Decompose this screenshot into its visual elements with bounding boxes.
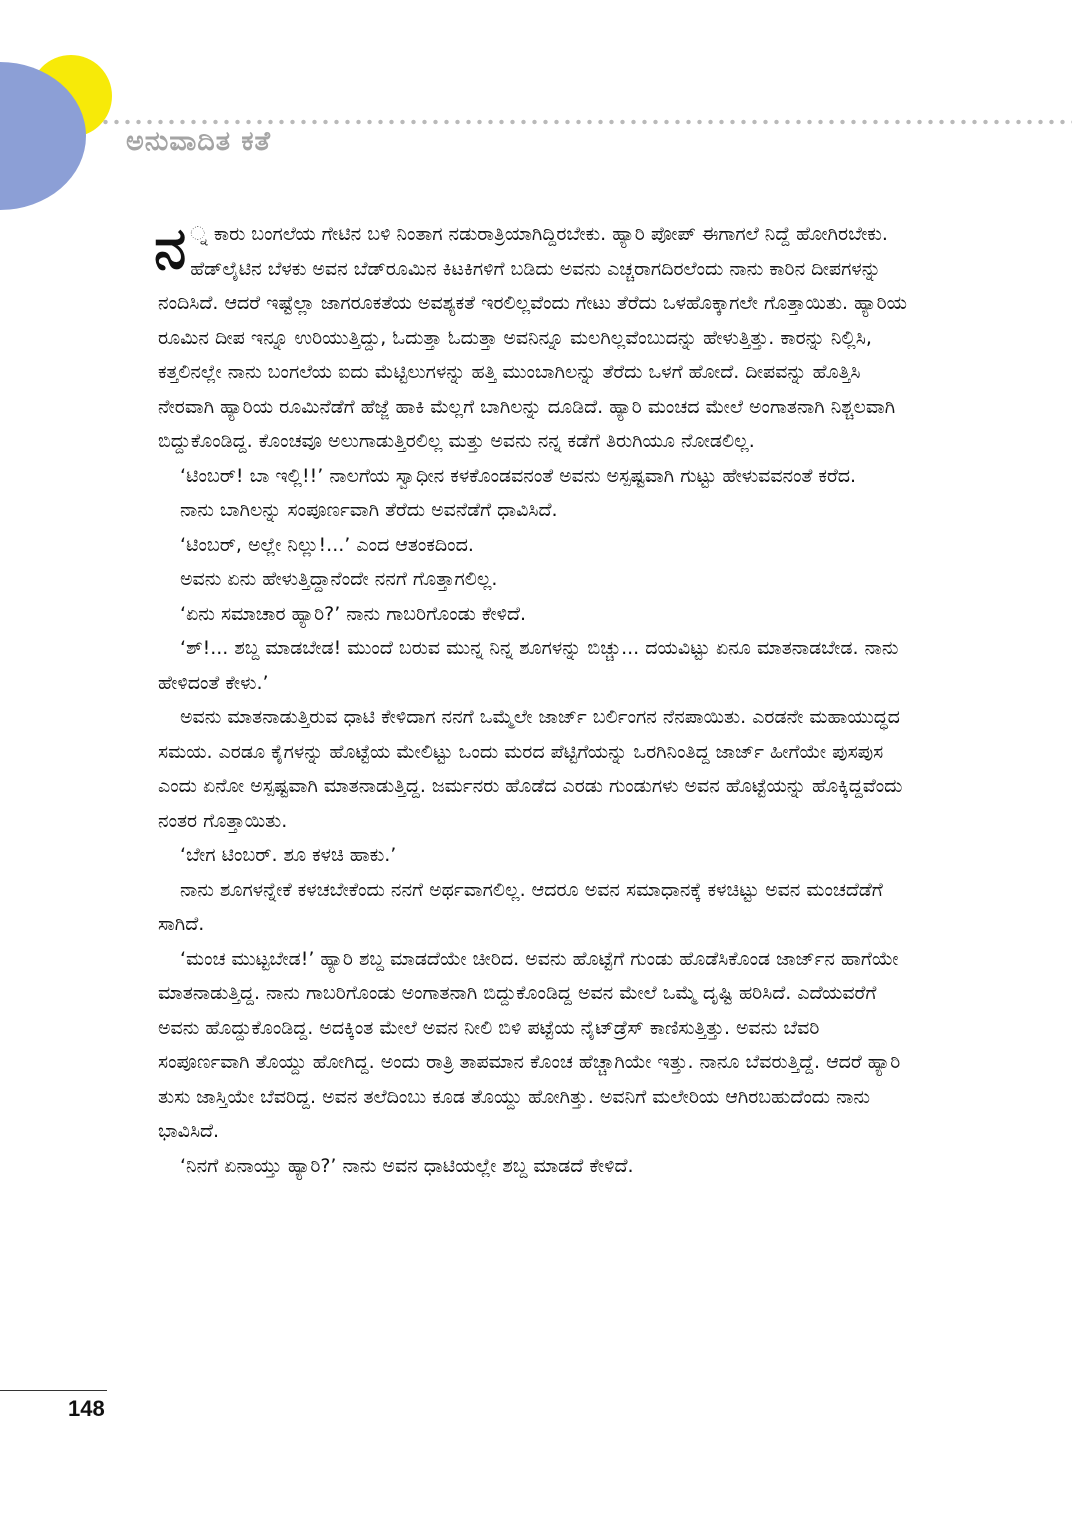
story-paragraph-3: ನಾನು ಬಾಗಿಲನ್ನು ಸಂಪೂರ್ಣವಾಗಿ ತೆರೆದು ಅವನೆಡೆಗೆ ಧಾವಿಸಿದೆ. (180, 499, 558, 521)
story-paragraph-7: ‘ಶ್!... ಶಬ್ದ ಮಾಡಬೇಡ! ಮುಂದೆ ಬರುವ ಮುನ್ನ ನಿನ್ನ ಶೂಗಳನ್ನು ಬಿಚ್ಚು... ದಯವಿಟ್ಟು ಏನೂ ಮಾತನಾಡಬೇಡ. ನಾನು ಹೇಳಿದಂತೆ ಕೇಳು.’ (158, 637, 899, 694)
story-paragraph-1-text: ್ನ ಕಾರು ಬಂಗಲೆಯ ಗೇಟಿನ ಬಳಿ ನಿಂತಾಗ ನಡುರಾತ್ರಿಯಾಗಿದ್ದಿರಬೇಕು. ಹ್ಯಾರಿ ಪೋಪ್ ಈಗಾಗಲೆ ನಿದ್ದೆ ಹೋಗಿರಬೇಕು. ಹೆಡ್‌ಲೈಟಿನ ಬೆಳಕು ಅವನ ಬೆಡ್‌ರೂಮಿನ ಕಿಟಕಿಗಳಿಗೆ ಬಡಿದು ಅವನು ಎಚ್ಚರಾಗದಿರಲೆಂದು ನಾನು ಕಾರಿನ ದೀಪಗಳನ್ನು ನಂದಿಸಿದೆ. ಆದರೆ ಇಷ್ಟೆಲ್ಲಾ ಜಾಗರೂಕತೆಯ ಅವಶ್ಯಕತೆ ಇರಲಿಲ್ಲವೆಂದು ಗೇಟು ತೆರೆದು ಒಳಹೊಕ್ಕಾಗಲೇ ಗೊತ್ತಾಯಿತು. ಹ್ಯಾರಿಯ ರೂಮಿನ ದೀಪ ಇನ್ನೂ ಉರಿಯುತ್ತಿದ್ದು, ಓದುತ್ತಾ ಓದುತ್ತಾ ಅವನಿನ್ನೂ ಮಲಗಿಲ್ಲವೆಂಬುದನ್ನು ಹೇಳುತ್ತಿತ್ತು. ಕಾರನ್ನು ನಿಲ್ಲಿಸಿ, ಕತ್ತಲಿನಲ್ಲೇ ನಾನು ಬಂಗಲೆಯ ಐದು ಮೆಟ್ಟಿಲುಗಳನ್ನು ಹತ್ತಿ ಮುಂಬಾಗಿಲನ್ನು ತೆರೆದು ಒಳಗೆ ಹೋದೆ. ದೀಪವನ್ನು ಹೊತ್ತಿಸಿ ನೇರವಾಗಿ ಹ್ಯಾರಿಯ ರೂಮಿನೆಡೆಗೆ ಹೆಜ್ಜೆ ಹಾಕಿ ಮೆಲ್ಲಗೆ ಬಾಗಿಲನ್ನು ದೂಡಿದೆ. ಹ್ಯಾರಿ ಮಂಚದ ಮೇಲೆ ಅಂಗಾತನಾಗಿ ನಿಶ್ಚಲವಾಗಿ ಬಿದ್ದುಕೊಂಡಿದ್ದ. ಕೊಂಚವೂ ಅಲುಗಾಡುತ್ತಿರಲಿಲ್ಲ ಮತ್ತು ಅವನು ನನ್ನ ಕಡೆಗೆ ತಿರುಗಿಯೂ ನೋಡಲಿಲ್ಲ. (158, 223, 907, 452)
story-body (154, 214, 910, 1183)
dotted-header-rule (100, 119, 1072, 125)
page-number-rule (0, 1390, 107, 1391)
story-paragraph-2: ‘ಟಿಂಬರ್! ಬಾ ಇಲ್ಲಿ!!’ ನಾಲಗೆಯ ಸ್ವಾಧೀನ ಕಳಕೊಂಡವನಂತೆ ಅವನು ಅಸ್ಪಷ್ಟವಾಗಿ ಗುಟ್ಟು ಹೇಳುವವನಂತೆ ಕರೆದ. (180, 464, 857, 487)
story-paragraph-4: ‘ಟಿಂಬರ್, ಅಲ್ಲೇ ನಿಲ್ಲು!...’ ಎಂದ ಆತಂಕದಿಂದ. (180, 533, 474, 556)
story-paragraph-9: ‘ಬೇಗ ಟಿಂಬರ್. ಶೂ ಕಳಚಿ ಹಾಕು.’ (180, 844, 397, 866)
drop-cap: ನ (154, 214, 187, 282)
story-paragraph-1 (154, 214, 910, 459)
story-paragraph-11: ‘ಮಂಚ ಮುಟ್ಟಬೇಡ!’ ಹ್ಯಾರಿ ಶಬ್ದ ಮಾಡದೆಯೇ ಚೀರಿದ. ಅವನು ಹೊಟ್ಟೆಗೆ ಗುಂಡು ಹೊಡೆಸಿಕೊಂಡ ಜಾರ್ಜ್‌ನ ಹಾಗೆಯೇ ಮಾತನಾಡುತ್ತಿದ್ದ. ನಾನು ಗಾಬರಿಗೊಂಡು ಅಂಗಾತನಾಗಿ ಬಿದ್ದುಕೊಂಡಿದ್ದ ಅವನ ಮೇಲೆ ಒಮ್ಮೆ ದೃಷ್ಟಿ ಹರಿಸಿದೆ. ಎದೆಯವರೆಗೆ ಅವನು ಹೊದ್ದುಕೊಂಡಿದ್ದ. ಅದಕ್ಕಿಂತ ಮೇಲೆ ಅವನ ನೀಲಿ ಬಿಳಿ ಪಟ್ಟೆಯ ನೈಟ್‌ಡ್ರೆಸ್ ಕಾಣಿಸುತ್ತಿತ್ತು. ಅವನು ಬೆವರಿ ಸಂಪೂರ್ಣವಾಗಿ ತೊಯ್ದು ಹೋಗಿದ್ದ. ಅಂದು ರಾತ್ರಿ ತಾಪಮಾನ ಕೊಂಚ ಹೆಚ್ಚಾಗಿಯೇ ಇತ್ತು. ನಾನೂ ಬೆವರುತ್ತಿದ್ದೆ. ಆದರೆ ಹ್ಯಾರಿ ತುಸು ಜಾಸ್ತಿಯೇ ಬೆವರಿದ್ದ. ಅವನ ತಲೆದಿಂಬು ಕೂಡ ತೊಯ್ದು ಹೋಗಿತ್ತು. ಅವನಿಗೆ ಮಲೇರಿಯ ಆಗಿರಬಹುದೆಂದು ನಾನು ಭಾವಿಸಿದೆ. (158, 947, 901, 1142)
story-paragraph-6: ‘ಏನು ಸಮಾಚಾರ ಹ್ಯಾರಿ?’ ನಾನು ಗಾಬರಿಗೊಂಡು ಕೇಳಿದೆ. (180, 602, 527, 625)
story-paragraph-8: ಅವನು ಮಾತನಾಡುತ್ತಿರುವ ಧಾಟಿ ಕೇಳಿದಾಗ ನನಗೆ ಒಮ್ಮೆಲೇ ಜಾರ್ಜ್ ಬರ್ಲಿಂಗನ ನೆನಪಾಯಿತು. ಎರಡನೇ ಮಹಾಯುದ್ಧದ ಸಮಯ. ಎರಡೂ ಕೈಗಳನ್ನು ಹೊಟ್ಟೆಯ ಮೇಲಿಟ್ಟು ಒಂದು ಮರದ ಪೆಟ್ಟಿಗೆಯನ್ನು ಒರಗಿನಿಂತಿದ್ದ ಜಾರ್ಜ್ ಹೀಗೆಯೇ ಪುಸಪುಸ ಎಂದು ಏನೋ ಅಸ್ಪಷ್ಟವಾಗಿ ಮಾತನಾಡುತ್ತಿದ್ದ. ಜರ್ಮನರು ಹೊಡೆದ ಎರಡು ಗುಂಡುಗಳು ಅವನ ಹೊಟ್ಟೆಯನ್ನು ಹೊಕ್ಕಿದ್ದವೆಂದು ನಂತರ ಗೊತ್ತಾಯಿತು. (158, 706, 903, 832)
page-number: 148 (68, 1396, 105, 1421)
story-paragraph-5: ಅವನು ಏನು ಹೇಳುತ್ತಿದ್ದಾನೆಂದೇ ನನಗೆ ಗೊತ್ತಾಗಲಿಲ್ಲ. (180, 568, 498, 590)
story-paragraph-12: ‘ನಿನಗೆ ಏನಾಯ್ತು ಹ್ಯಾರಿ?’ ನಾನು ಅವನ ಧಾಟಿಯಲ್ಲೇ ಶಬ್ದ ಮಾಡದೆ ಕೇಳಿದೆ. (180, 1154, 634, 1177)
story-paragraph-10: ನಾನು ಶೂಗಳನ್ನೇಕೆ ಕಳಚಬೇಕೆಂದು ನನಗೆ ಅರ್ಥವಾಗಲಿಲ್ಲ. ಆದರೂ ಅವನ ಸಮಾಧಾನಕ್ಕೆ ಕಳಚಿಟ್ಟು ಅವನ ಮಂಚದೆಡೆಗೆ ಸಾಗಿದೆ. (158, 878, 883, 935)
section-title: ಅನುವಾದಿತ ಕತೆ (126, 126, 271, 157)
